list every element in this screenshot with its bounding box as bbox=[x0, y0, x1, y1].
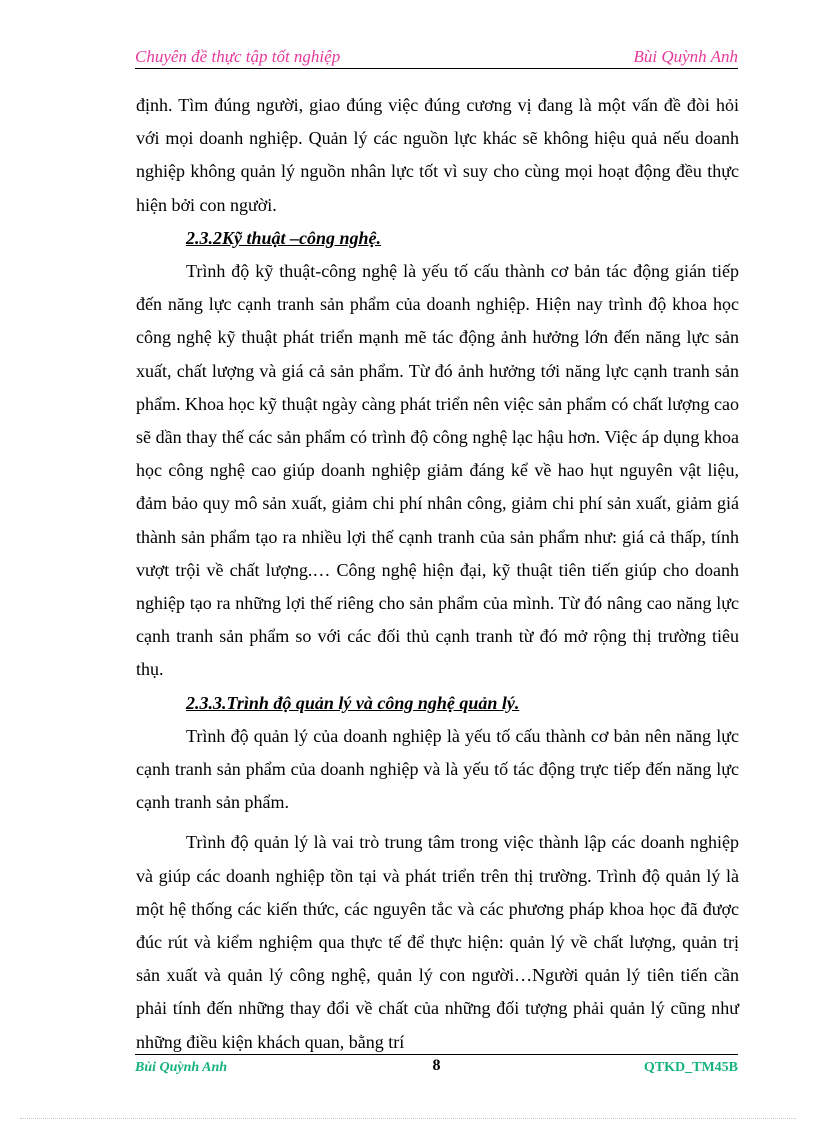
paragraph-management-intro: Trình độ quản lý của doanh nghiệp là yếu tố cấu thành cơ bản nên năng lực cạnh tranh sản phẩm của doanh nghiệp và là yếu tố tác động trực tiếp đến năng lực cạnh tranh sản phẩm. bbox=[136, 725, 739, 813]
page-number: 8 bbox=[432, 1057, 441, 1074]
paragraph-continuation: định. Tìm đúng người, giao đúng việc đúng cương vị đang là một vấn đề đòi hỏi với mọi doanh nghiệp. Quản lý các nguồn lực khác sẽ không hiệu quả nếu doanh nghiệp không quản lý nguồn nhân lực tốt vì suy cho cùng mọi hoạt động đều thực hiện bởi con người. bbox=[136, 95, 739, 215]
document-body bbox=[136, 89, 739, 1059]
page-header bbox=[135, 44, 738, 69]
footer-class-code: QTKD_TM45B bbox=[643, 1060, 738, 1075]
section-heading-2-3-3: 2.3.3.Trình độ quản lý và công nghệ quản lý. bbox=[186, 692, 520, 713]
page-footer bbox=[135, 1054, 738, 1081]
paragraph-technology: Trình độ kỹ thuật-công nghệ là yếu tố cấu thành cơ bản tác động gián tiếp đến năng lực cạnh tranh sản phẩm của doanh nghiệp. Hiện nay trình độ khoa học công nghệ kỹ thuật phát triển mạnh mẽ tác động ảnh hưởng lớn đến năng lực sản xuất, chất lượng và giá cả sản phẩm. Từ đó ảnh hưởng tới năng lực cạnh tranh sản phẩm. Khoa học kỹ thuật ngày càng phát triển nên việc sản phẩm có chất lượng cao sẽ dần thay thế các sản phẩm có trình độ công nghệ lạc hậu hơn. Việc áp dụng khoa học công nghệ cao giúp doanh nghiệp giảm đáng kể về hao hụt nguyên vật liệu, đảm bảo quy mô sản xuất, giảm chi phí nhân công, giảm chi phí sản xuất, giảm giá thành sản phẩm tạo ra nhiều lợi thế cạnh tranh của sản phẩm như: giá cả thấp, tính vượt trội về chất lượng.… Công nghệ hiện đại, kỹ thuật tiên tiến giúp cho doanh nghiệp tạo ra những lợi thế riêng cho sản phẩm của mình. Từ đó nâng cao năng lực cạnh tranh sản phẩm so với các đối thủ cạnh tranh từ đó mở rộng thị trường tiêu thụ. bbox=[136, 261, 739, 680]
header-author: Bùi Quỳnh Anh bbox=[633, 47, 738, 66]
header-title: Chuyên đề thực tập tốt nghiệp bbox=[135, 47, 341, 66]
paragraph-management-detail: Trình độ quản lý là vai trò trung tâm trong việc thành lập các doanh nghiệp và giúp các doanh nghiệp tồn tại và phát triển trên thị trường. Trình độ quản lý là một hệ thống các kiến thức, các nguyên tắc và các phương pháp khoa học đã được đúc rút và kiểm nghiệm qua thực tế để thực hiện: quản lý về chất lượng, quản trị sản xuất và quản lý công nghệ, quản lý con người…Người quản lý tiên tiến cần phải tính đến những thay đổi về chất của những đối tượng phải quản lý cũng như những điều kiện khách quan, bằng trí bbox=[136, 832, 739, 1052]
section-heading-2-3-2: 2.3.2Kỹ thuật –công nghệ. bbox=[186, 227, 382, 248]
page-bottom-edge bbox=[20, 1118, 796, 1119]
footer-author: Bùi Quỳnh Anh bbox=[135, 1060, 228, 1075]
